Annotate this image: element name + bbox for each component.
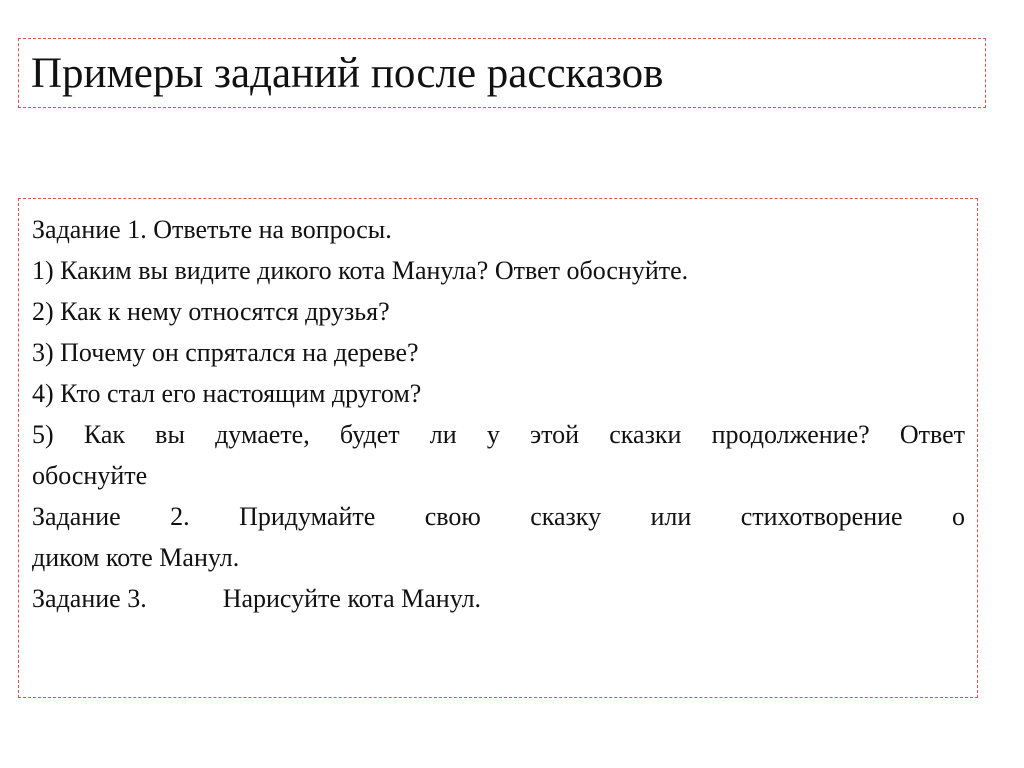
task-3-label: Задание 3.	[32, 584, 147, 613]
task-1-question-2: 2) Как к нему относятся друзья?	[32, 297, 390, 326]
task-2-text-line-2: диком коте Манул.	[32, 543, 240, 572]
task-2-label: Задание 2.	[32, 502, 190, 531]
task-1-question-1: 1) Каким вы видите дикого кота Манула? Ответ обоснуйте.	[32, 256, 689, 285]
task-3-text: Нарисуйте кота Манул.	[222, 584, 482, 613]
task-1-question-5-continued: обоснуйте	[32, 461, 148, 490]
content-frame	[18, 198, 978, 698]
slide-title: Примеры заданий после рассказов	[31, 49, 664, 97]
task-1-question-5: 5) Как вы думаете, будет ли у этой сказки продолжение? Ответ	[32, 420, 965, 449]
task-1-heading: Задание 1. Ответьте на вопросы.	[32, 215, 392, 244]
task-1-question-3: 3) Почему он спрятался на дереве?	[32, 338, 419, 367]
title-frame	[18, 38, 986, 108]
task-2-text-line-1: Придумайте свою сказку или стихотворение о	[239, 502, 966, 531]
task-3-line	[32, 578, 965, 619]
task-1-question-4: 4) Кто стал его настоящим другом?	[32, 379, 422, 408]
task-2-line-1	[32, 496, 965, 537]
